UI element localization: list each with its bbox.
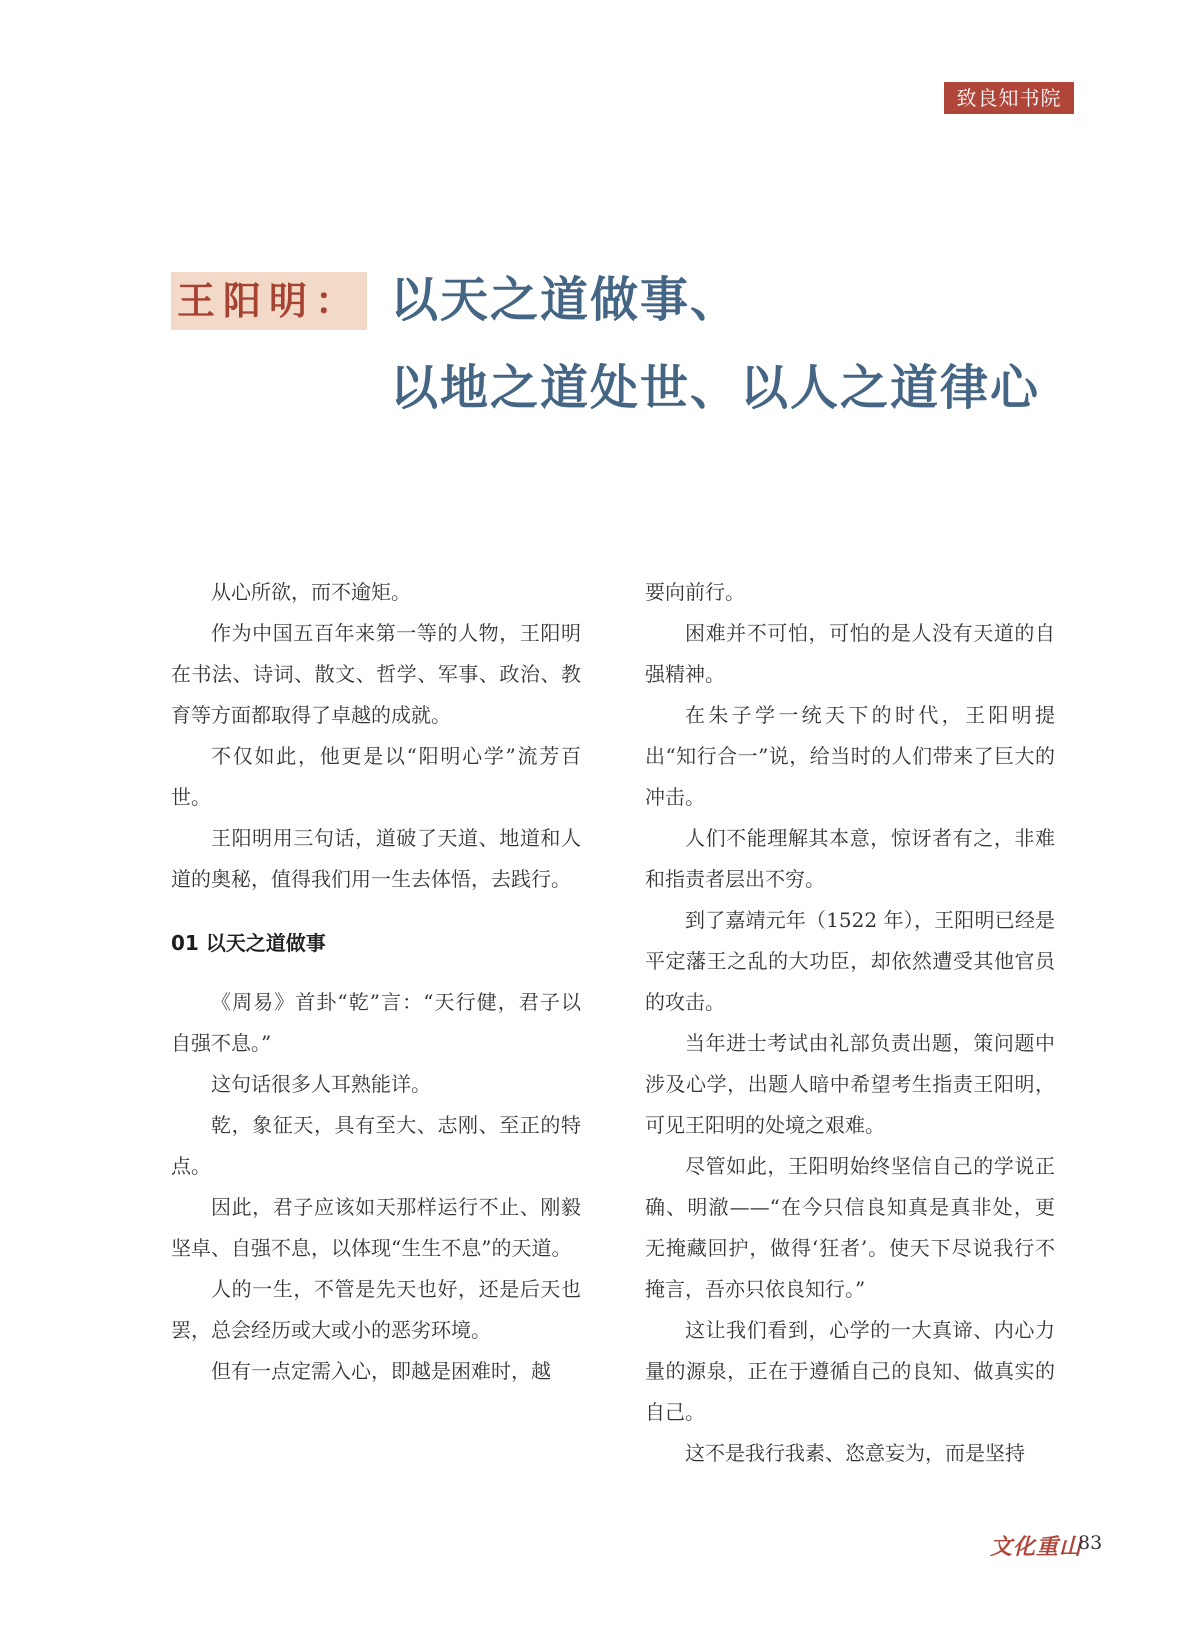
paragraph: 因此，君子应该如天那样运行不止、刚毅坚卓、自强不息，以体现“生生不息”的天道。 (171, 1195, 581, 1260)
paragraph: 在朱子学一统天下的时代，王阳明提出“知行合一”说，给当时的人们带来了巨大的冲击。 (645, 703, 1055, 809)
paragraph: 到了嘉靖元年（1522 年），王阳明已经是平定藩王之乱的大功臣，却依然遭受其他官员的攻击。 (645, 908, 1055, 1014)
section-tag: 致良知书院 (944, 82, 1074, 114)
paragraph: 人们不能理解其本意，惊讶者有之，非难和指责者层出不穷。 (645, 826, 1055, 891)
page-number: 83 (1078, 1532, 1103, 1554)
paragraph-continuation: 要向前行。 (645, 580, 745, 604)
paragraph: 这句话很多人耳熟能详。 (211, 1072, 431, 1096)
magazine-logo: 文化重山 (990, 1534, 1083, 1560)
paragraph: 但有一点定需入心，即越是困难时，越 (211, 1359, 551, 1383)
paragraph: 尽管如此，王阳明始终坚信自己的学说正确、明澈——“在今只信良知真是真非处，更无掩藏回护，做得‘狂者’。使天下尽说我行不掩言，吾亦只依良知行。” (645, 1154, 1055, 1301)
paragraph: 这不是我行我素、恣意妄为，而是坚持 (685, 1441, 1025, 1465)
paragraph: 当年进士考试由礼部负责出题，策问题中涉及心学，出题人暗中希望考生指责王阳明，可见王阳明的处境之艰难。 (645, 1031, 1055, 1137)
paragraph: 这让我们看到，心学的一大真谛、内心力量的源泉，正在于遵循自己的良知、做真实的自己。 (645, 1318, 1055, 1424)
title-line-2: 以地之道处世、以人之道律心 (390, 360, 1041, 416)
paragraph: 不仅如此，他更是以“阳明心学”流芳百世。 (171, 744, 581, 809)
paragraph: 《周易》首卦“乾”言：“天行健，君子以自强不息。” (171, 990, 581, 1055)
left-column (171, 572, 581, 1392)
paragraph: 乾，象征天，具有至大、志刚、至正的特点。 (171, 1113, 581, 1178)
right-column (645, 572, 1055, 1474)
title-name-block: 王阳明： (171, 272, 367, 330)
section-heading: 01 以天之道做事 (171, 931, 326, 955)
paragraph: 作为中国五百年来第一等的人物，王阳明在书法、诗词、散文、哲学、军事、政治、教育等方面都取得了卓越的成就。 (171, 621, 581, 727)
paragraph: 困难并不可怕，可怕的是人没有天道的自强精神。 (645, 621, 1055, 686)
paragraph: 王阳明用三句话，道破了天道、地道和人道的奥秘，值得我们用一生去体悟，去践行。 (171, 826, 581, 891)
paragraph: 人的一生，不管是先天也好，还是后天也罢，总会经历或大或小的恶劣环境。 (171, 1277, 581, 1342)
title-line-1: 以天之道做事、 (390, 272, 741, 328)
paragraph: 从心所欲，而不逾矩。 (211, 580, 411, 604)
